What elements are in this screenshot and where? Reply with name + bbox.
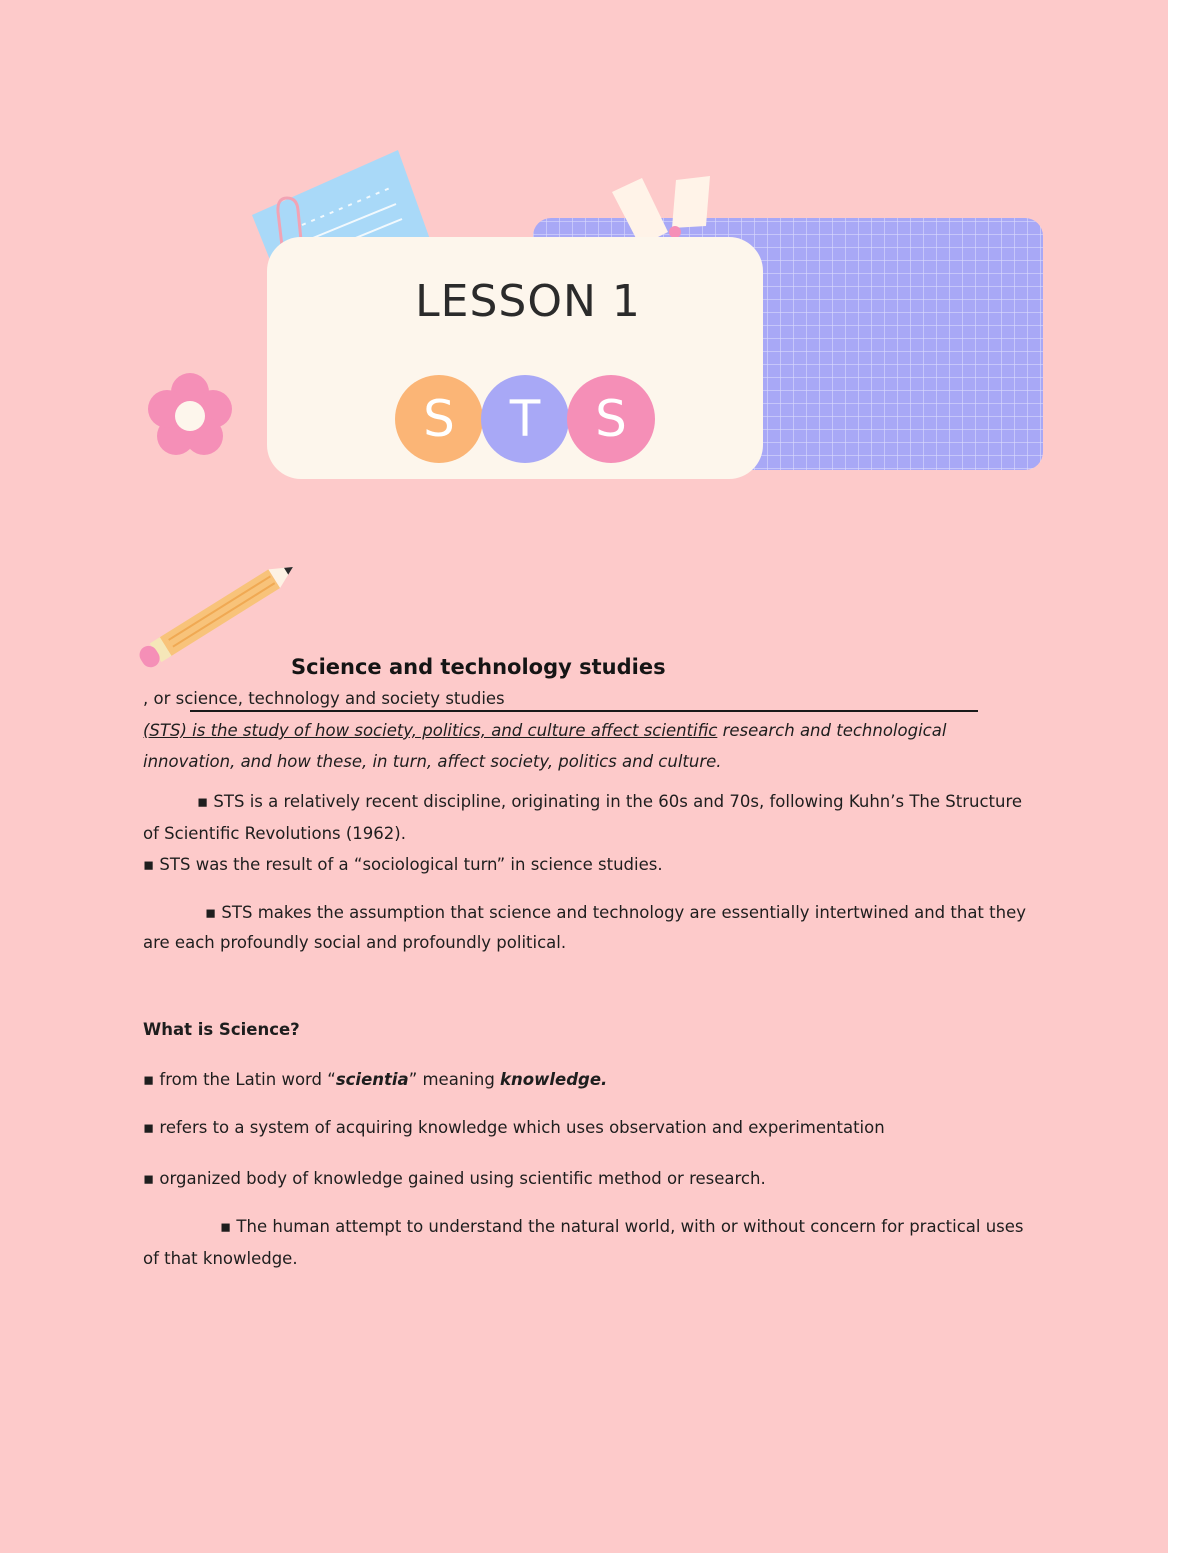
- science-point-3: ▪ organized body of knowledge gained using scientific method or research.: [143, 1169, 766, 1188]
- definition-line-2: innovation, and how these, in turn, affect society, politics and culture.: [143, 752, 722, 771]
- page-margin: [1168, 0, 1200, 1553]
- letter-circle-t: T: [481, 375, 569, 463]
- science-heading: What is Science?: [143, 1020, 300, 1039]
- intro-line: , or science, technology and society studies: [143, 689, 505, 708]
- letter-circle-s: S: [395, 375, 483, 463]
- science-point-4: ▪ The human attempt to understand the natural world, with or without concern for practical uses: [220, 1217, 1024, 1236]
- sts-point-1: ▪ STS is a relatively recent discipline, originating in the 60s and 70s, following Kuhn’s The Structure: [197, 792, 1023, 811]
- science-point-1-mid: ” meaning: [408, 1070, 501, 1089]
- latin-word: scientia: [335, 1070, 409, 1089]
- underline-rule: [190, 710, 978, 712]
- section-heading: Science and technology studies: [291, 655, 666, 679]
- flower-icon: [148, 373, 232, 455]
- lesson-title: LESSON 1: [415, 276, 641, 327]
- science-point-1: [143, 1064, 1068, 1095]
- sts-point-3: ▪ STS makes the assumption that science and technology are essentially intertwined and that they: [205, 903, 1026, 922]
- sts-point-2: ▪ STS was the result of a “sociological turn” in science studies.: [143, 855, 663, 874]
- definition-underlined: (STS) is the study of how society, politics, and culture affect scientific: [143, 721, 718, 740]
- definition-rest: research and technological: [717, 721, 947, 740]
- letter-circle-s2: S: [567, 375, 655, 463]
- definition-line: [143, 715, 1068, 746]
- science-point-4-cont: of that knowledge.: [143, 1249, 298, 1268]
- sts-point-3-cont: are each profoundly social and profoundly political.: [143, 933, 567, 952]
- science-point-1-prefix: ▪ from the Latin word “: [143, 1070, 336, 1089]
- meaning-word: knowledge.: [500, 1070, 608, 1089]
- sts-point-1-cont: of Scientific Revolutions (1962).: [143, 824, 406, 843]
- science-point-2: ▪ refers to a system of acquiring knowledge which uses observation and experimentation: [143, 1118, 885, 1137]
- pencil-icon: [136, 558, 299, 671]
